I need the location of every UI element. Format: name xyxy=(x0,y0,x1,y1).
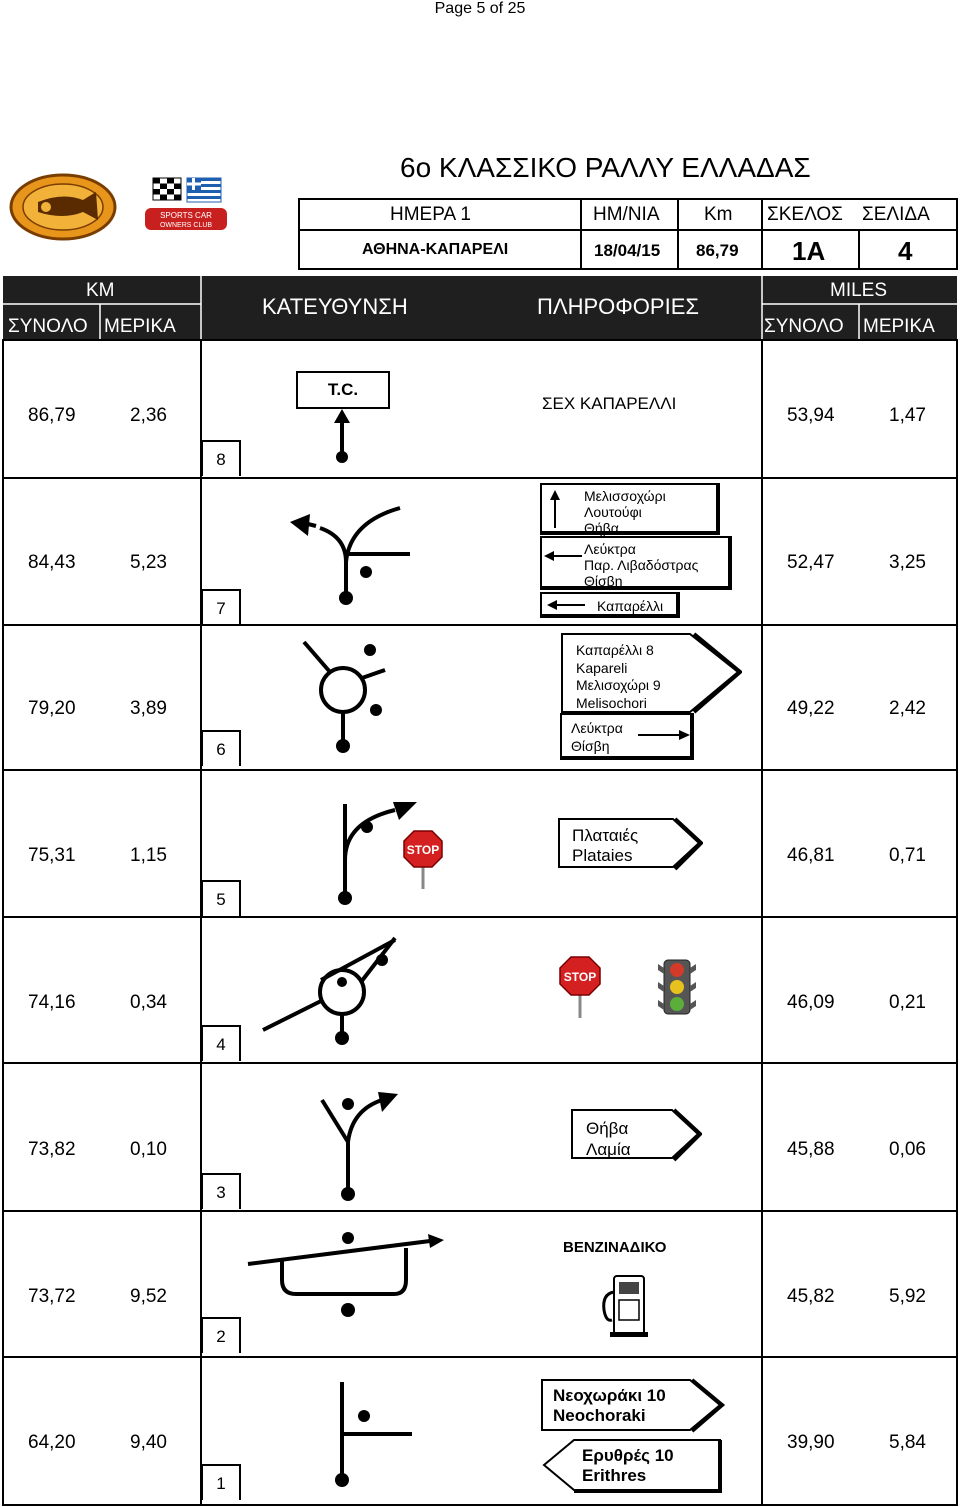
km-total: 79,20 xyxy=(28,698,76,719)
miles-partial: 3,25 xyxy=(889,552,926,573)
svg-text:SPORTS CAR: SPORTS CAR xyxy=(160,211,212,220)
info-text: ΒΕΝΖΙΝΑΔΙΚΟ xyxy=(563,1239,667,1256)
svg-text:OWNERS CLUB: OWNERS CLUB xyxy=(159,222,213,229)
miles-total: 46,81 xyxy=(787,845,835,866)
km-partial: 2,36 xyxy=(130,405,167,426)
km-partial: 0,34 xyxy=(130,992,167,1013)
miles-partial: 5,84 xyxy=(889,1432,926,1453)
sign-text: Καπαρέλλι xyxy=(597,598,664,614)
km-partial: 5,23 xyxy=(130,552,167,573)
stop-sign-icon xyxy=(402,829,444,891)
date-label: ΗΜ/ΝΙΑ xyxy=(593,204,660,225)
direction-header: ΚΑΤΕΥΘΥΝΣΗ xyxy=(262,294,408,319)
sign-text: Ερυθρές 10 Erithres xyxy=(582,1446,674,1485)
km-label: Km xyxy=(704,204,733,225)
miles-total: 45,82 xyxy=(787,1286,835,1307)
miles-total: 49,22 xyxy=(787,698,835,719)
miles-partial: 2,42 xyxy=(889,698,926,719)
traffic-light-icon xyxy=(656,958,698,1016)
step-number: 7 xyxy=(201,589,241,625)
roundabout-diagram-icon xyxy=(290,638,400,763)
page-label: ΣΕΛΙΔΑ xyxy=(862,204,930,225)
leg-label: ΣΚΕΛΟΣ xyxy=(767,204,843,225)
sign-text: Μελισσοχώρι Λουτούφι Θήβα xyxy=(584,488,666,536)
miles-partial: 5,92 xyxy=(889,1286,926,1307)
miles-partial-header: ΜΕΡΙΚΑ xyxy=(863,316,935,337)
up-arrow-icon xyxy=(545,488,565,530)
sign-text: Νεοχωράκι 10 Neochoraki xyxy=(553,1386,666,1425)
stop-sign-icon xyxy=(558,955,602,1020)
sign-text: Θήβα Λαμία xyxy=(586,1119,631,1159)
miles-partial: 1,47 xyxy=(889,405,926,426)
step-number: 8 xyxy=(201,440,241,476)
right-arrow-icon xyxy=(638,726,690,744)
km-partial: 0,10 xyxy=(130,1139,167,1160)
sign-text: Καπαρέλλι 8 Kapareli Μελισοχώρι 9 Melisochori xyxy=(576,642,661,711)
step-number: 1 xyxy=(201,1464,241,1500)
miles-total-header: ΣΥΝΟΛΟ xyxy=(764,316,844,337)
sign-text: Λεύκτρα Θίσβη xyxy=(571,720,623,754)
petrol-station-diagram-icon xyxy=(244,1218,444,1338)
info-header: ΠΛΗΡΟΦΟΡΙΕΣ xyxy=(537,294,699,319)
day-label: ΗΜΕΡΑ 1 xyxy=(390,204,471,225)
step-number: 4 xyxy=(201,1025,241,1061)
step-number: 2 xyxy=(201,1317,241,1353)
leg-value: 1A xyxy=(792,236,826,266)
km-total: 74,16 xyxy=(28,992,76,1013)
time-control-box: T.C. xyxy=(296,371,390,409)
svg-text:STOP: STOP xyxy=(406,843,440,857)
fork-diagram-icon xyxy=(312,1090,402,1206)
miles-partial: 0,71 xyxy=(889,845,926,866)
sign-text: Πλαταιές Plataies xyxy=(572,826,639,865)
km-total-header: ΣΥΝΟΛΟ xyxy=(8,316,88,337)
km-total: 64,20 xyxy=(28,1432,76,1453)
miles-total: 45,88 xyxy=(787,1139,835,1160)
miles-total: 53,94 xyxy=(787,405,835,426)
sign-text: Λεύκτρα Παρ. Λιβαδόστρας Θίσβη xyxy=(584,541,699,589)
club-logo xyxy=(8,172,118,242)
step-number: 3 xyxy=(201,1173,241,1209)
miles-total: 39,90 xyxy=(787,1432,835,1453)
km-partial: 9,40 xyxy=(130,1432,167,1453)
miles-total: 52,47 xyxy=(787,552,835,573)
km-header: KM xyxy=(86,280,115,301)
miles-header: MILES xyxy=(830,280,888,301)
step-number: 6 xyxy=(201,730,241,766)
km-total: 86,79 xyxy=(28,405,76,426)
junction-diagram-icon xyxy=(280,492,420,614)
straight-arrow-icon xyxy=(320,405,370,465)
page-number: Page 5 of 25 xyxy=(434,0,526,17)
svg-text:STOP: STOP xyxy=(563,970,597,984)
miles-partial: 0,06 xyxy=(889,1139,926,1160)
km-partial-header: ΜΕΡΙΚΑ xyxy=(104,316,176,337)
left-arrow-icon xyxy=(547,596,587,614)
t-junction-diagram-icon xyxy=(322,1376,422,1496)
km-partial: 3,89 xyxy=(130,698,167,719)
km-total: 84,43 xyxy=(28,552,76,573)
fuel-pump-icon xyxy=(600,1272,652,1338)
step-number: 5 xyxy=(201,880,241,916)
km-partial: 1,15 xyxy=(130,845,167,866)
miles-partial: 0,21 xyxy=(889,992,926,1013)
km-value: 86,79 xyxy=(696,241,739,260)
miles-total: 46,09 xyxy=(787,992,835,1013)
km-total: 73,82 xyxy=(28,1139,76,1160)
page-value: 4 xyxy=(898,236,913,266)
left-arrow-icon xyxy=(544,546,584,566)
km-total: 75,31 xyxy=(28,845,76,866)
sports-car-club-logo xyxy=(135,172,235,240)
km-total: 73,72 xyxy=(28,1286,76,1307)
route-name: ΑΘΗΝΑ-ΚΑΠΑΡΕΛΙ xyxy=(362,241,509,258)
info-text: ΣΕΧ ΚΑΠΑΡΕΛΛΙ xyxy=(542,394,677,413)
date-value: 18/04/15 xyxy=(594,241,661,260)
km-partial: 9,52 xyxy=(130,1286,167,1307)
crossroad-diagram-icon xyxy=(255,930,405,1055)
rally-title: 6ο ΚΛΑΣΣΙΚΟ ΡΑΛΛΥ ΕΛΛΑΔΑΣ xyxy=(400,152,811,183)
